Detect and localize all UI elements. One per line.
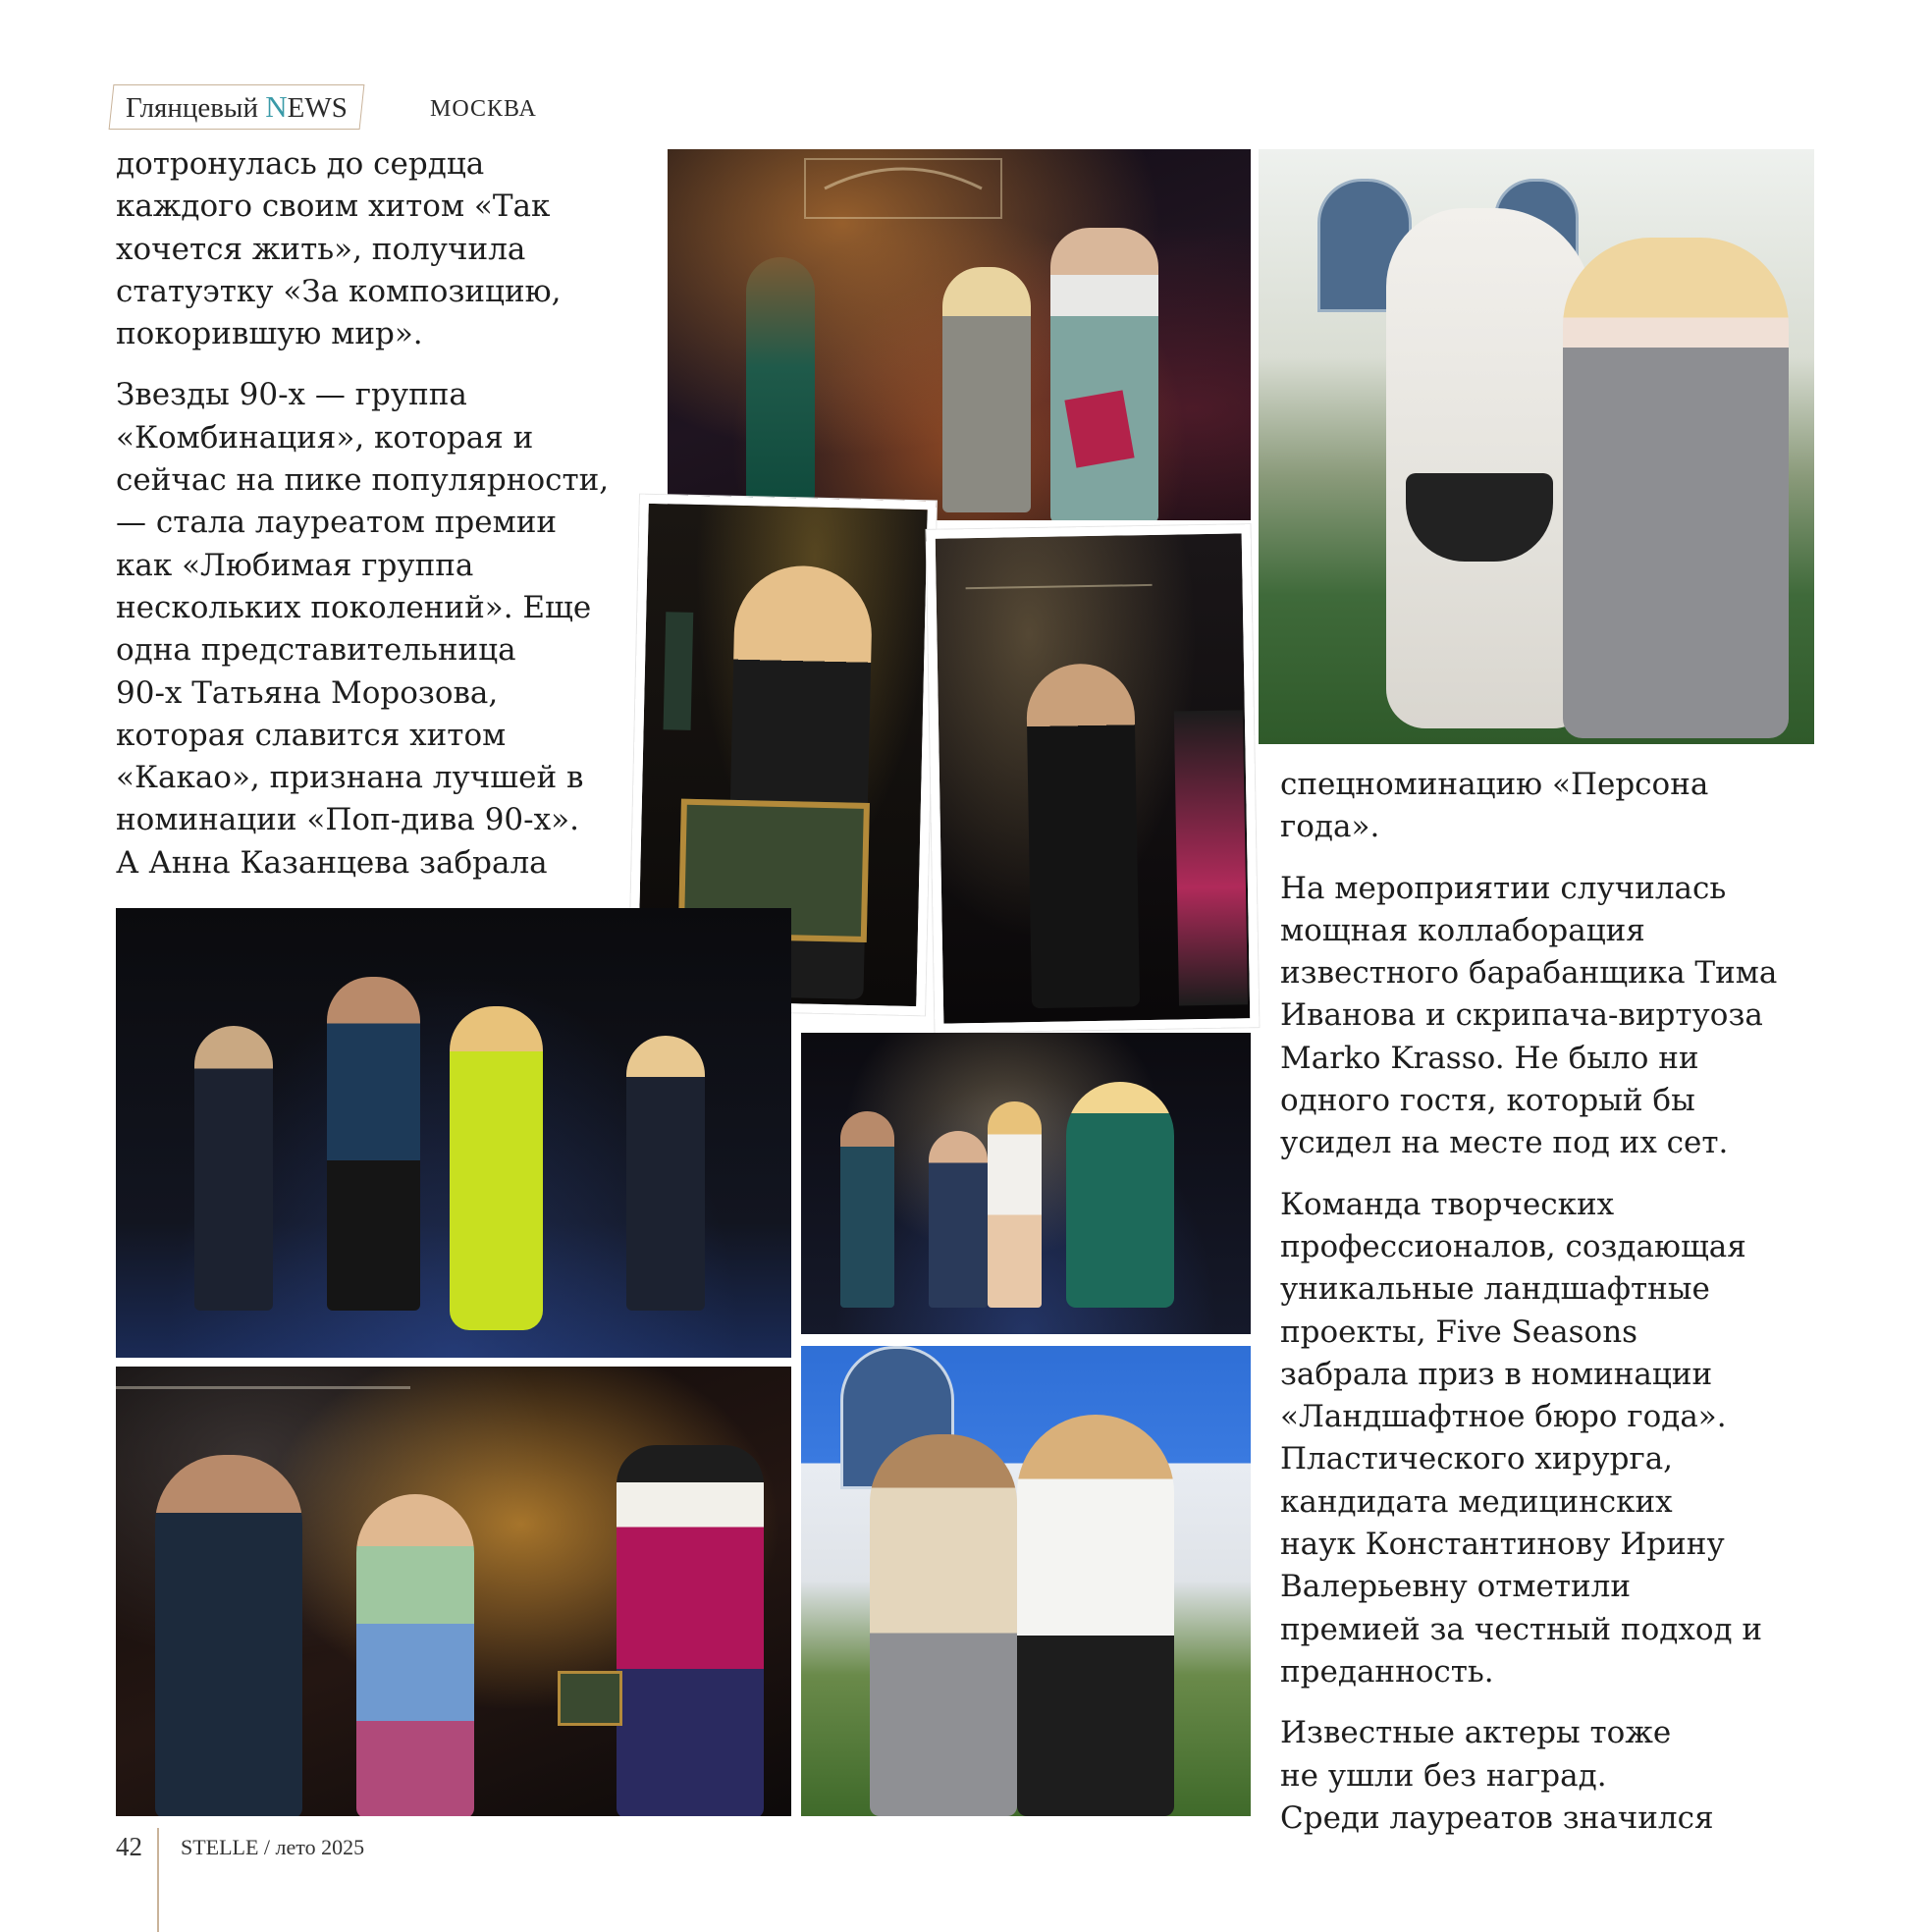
figure-silhouette: [327, 977, 420, 1311]
figure-silhouette: [155, 1455, 302, 1816]
photo-outdoor-couple: [801, 1346, 1251, 1816]
diploma-frame: [558, 1671, 622, 1726]
backdrop-logo-art: [795, 149, 1011, 238]
figure-silhouette: [929, 1131, 988, 1308]
figure-silhouette: [1050, 228, 1158, 520]
left-text-column: [116, 143, 666, 903]
paragraph: дотронулась до сердца каждого своим хитом «Так хочется жить», получила статуэтку «За композицию, покорившую мир».: [116, 146, 562, 352]
award-folder: [1064, 390, 1134, 467]
city-label: МОСКВА: [430, 96, 537, 122]
llama-collar: [1406, 473, 1553, 562]
figure-silhouette: [1174, 710, 1248, 1005]
photo-stage-award: [668, 149, 1251, 520]
figure-silhouette: [1017, 1415, 1174, 1816]
figure-silhouette: [746, 257, 815, 503]
paragraph: Звезды 90-х — группа «Комбинация», которая и сейчас на пике популярности, — стала лауреатом премии как «Любимая группа нескольких поколений». Еще одна представительница 90-х Татьяна Морозова, которая славится хитом «Какао», признана лучшей в номинации «Поп-дива 90-х». А Анна Казанцева забрала: [116, 377, 610, 881]
figure-silhouette: [194, 1026, 273, 1311]
figure-silhouette: [1066, 1082, 1174, 1308]
figure-silhouette: [626, 1036, 705, 1311]
section-label: [109, 84, 365, 130]
paragraph: спецноминацию «Персона года».: [1280, 767, 1709, 845]
photo-llama: [1259, 149, 1814, 744]
bottle-award: [664, 612, 694, 730]
figure-silhouette: [870, 1434, 1017, 1816]
magazine-issue: STELLE / лето 2025: [181, 1835, 365, 1859]
section-label-prefix: Глянцевый: [126, 92, 266, 124]
figure-silhouette: [942, 267, 1031, 512]
figure-silhouette: [1026, 663, 1140, 1008]
right-text-column: [1280, 764, 1830, 1858]
figure-silhouette: [617, 1445, 764, 1816]
figure-silhouette: [988, 1101, 1042, 1308]
footer-divider: [157, 1828, 159, 1932]
figure-silhouette: [840, 1111, 894, 1308]
photo-stage-backdrop: [801, 1033, 1251, 1334]
photo-stage-group: [116, 908, 791, 1358]
paragraph: Известные актеры тоже не ушли без наград. Среди лауреатов значился: [1280, 1715, 1714, 1836]
figure-silhouette: [1563, 238, 1789, 738]
llama-silhouette: [1386, 208, 1592, 728]
paragraph: На мероприятии случилась мощная коллаборация известного барабанщика Тима Иванова и скрипача-виртуоза Marko Krasso. Не было ни одного гостя, который бы усидел на месте под их сет.: [1280, 870, 1778, 1161]
section-label-accent: N: [265, 89, 288, 124]
figure-silhouette: [356, 1494, 474, 1816]
paragraph: Команда творческих профессионалов, создающая уникальные ландшафтные проекты, Five Seasons забрала приз в номинации «Ландшафтное бюро года». Пластического хирурга, кандидата медицинских наук Константинову Ирину Валерьевну отметили премией за честный подход и преданность.: [1280, 1186, 1763, 1690]
photo-waving-man: [927, 524, 1260, 1033]
page-number: 42: [116, 1832, 142, 1861]
photo-stage-presentation: [116, 1367, 791, 1816]
section-label-suffix: EWS: [287, 92, 348, 124]
figure-silhouette: [450, 1006, 543, 1330]
backdrop-lettering-art: [966, 584, 1154, 648]
